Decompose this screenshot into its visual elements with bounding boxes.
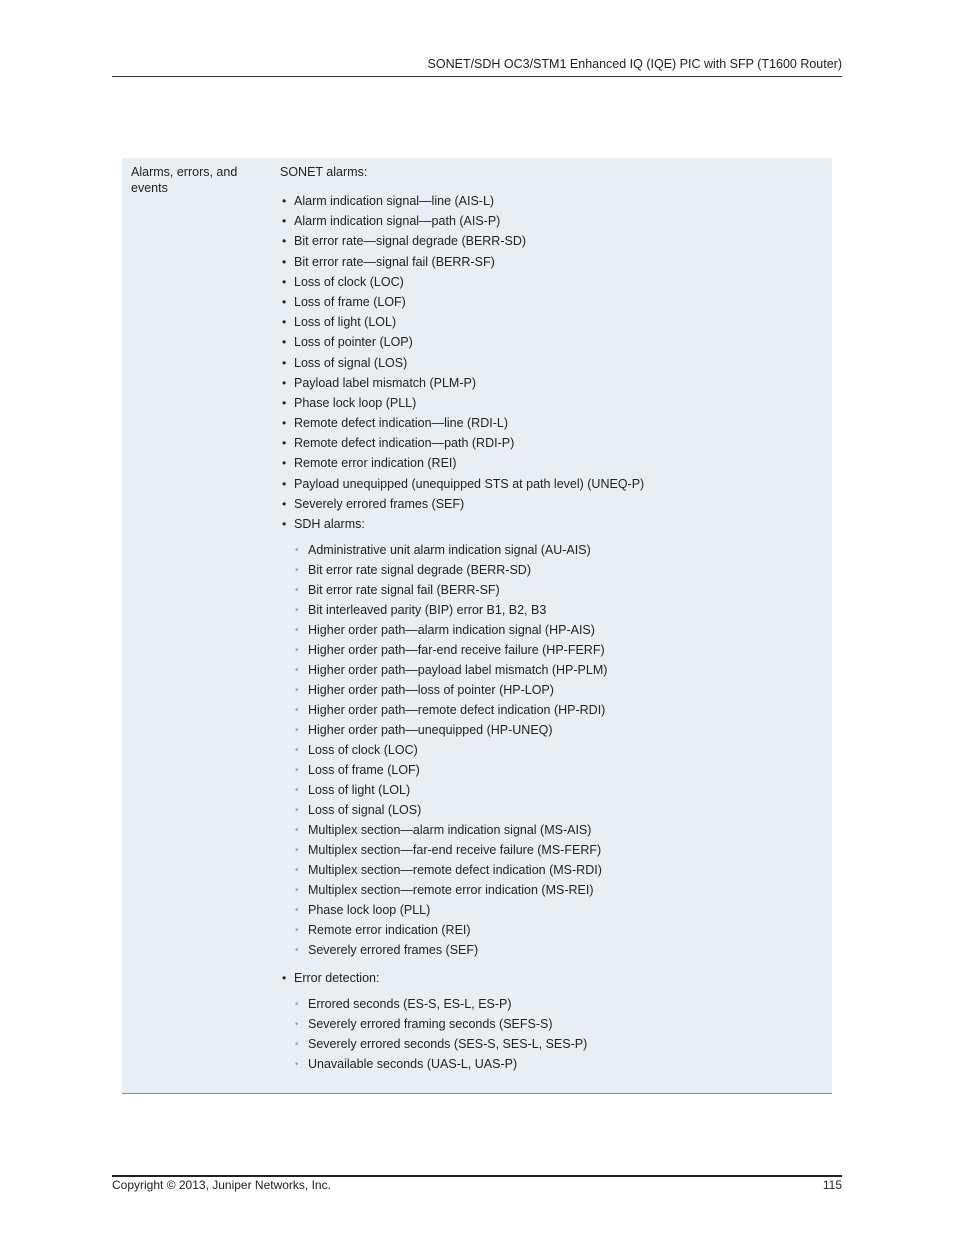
- bullet-icon: •: [282, 335, 287, 350]
- list-item: • Higher order path—alarm indication signal (HP-AIS): [295, 623, 595, 637]
- sub-bullet-icon: •: [295, 765, 299, 776]
- sonet-alarms-intro: SONET alarms:: [280, 165, 368, 179]
- list-item: • Severely errored framing seconds (SEFS-S): [295, 1017, 553, 1031]
- list-item: • Higher order path—unequipped (HP-UNEQ): [295, 723, 553, 737]
- bullet-icon: •: [282, 254, 287, 269]
- bullet-icon: •: [282, 395, 287, 410]
- header-divider: [112, 76, 842, 77]
- error-detection-group: [280, 970, 820, 1076]
- list-item: • Remote error indication (REI): [282, 456, 457, 471]
- list-item: • Multiplex section—alarm indication signal (MS-AIS): [295, 823, 592, 837]
- list-item: • Bit error rate—signal fail (BERR-SF): [282, 254, 495, 269]
- list-item: • Loss of clock (LOC): [295, 743, 418, 757]
- sub-bullet-icon: •: [295, 945, 299, 956]
- bullet-icon: •: [282, 517, 287, 531]
- sub-bullet-icon: •: [295, 925, 299, 936]
- list-item: • Payload unequipped (unequipped STS at path level) (UNEQ-P): [282, 476, 645, 491]
- list-item: • Loss of clock (LOC): [282, 274, 404, 289]
- list-item: • Phase lock loop (PLL): [295, 903, 431, 917]
- bullet-icon: •: [282, 476, 287, 491]
- list-item: • Errored seconds (ES-S, ES-L, ES-P): [295, 997, 512, 1011]
- list-item: • Multiplex section—far-end receive failure (MS-FERF): [295, 843, 602, 857]
- sub-bullet-icon: •: [295, 745, 299, 756]
- list-item: • Bit interleaved parity (BIP) error B1, B2, B3: [295, 603, 547, 617]
- list-item: • Severely errored seconds (SES-S, SES-L, SES-P): [295, 1037, 588, 1051]
- sdh-alarms-group: [280, 516, 820, 962]
- list-item: • Remote error indication (REI): [295, 923, 471, 937]
- sub-bullet-icon: •: [295, 665, 299, 676]
- list-item: • Remote defect indication—line (RDI-L): [282, 416, 508, 431]
- list-item: • Loss of pointer (LOP): [282, 335, 413, 350]
- bullet-icon: •: [282, 416, 287, 431]
- sub-bullet-icon: •: [295, 785, 299, 796]
- bullet-icon: •: [282, 496, 287, 511]
- sub-bullet-icon: •: [295, 685, 299, 696]
- error-detection-list: [294, 996, 820, 1076]
- bullet-icon: •: [282, 375, 287, 390]
- bullet-icon: •: [282, 194, 287, 208]
- sub-bullet-icon: •: [295, 565, 299, 576]
- list-item: • Loss of signal (LOS): [282, 355, 408, 370]
- list-item: • Administrative unit alarm indication signal (AU-AIS): [295, 543, 591, 557]
- sub-bullet-icon: •: [295, 1019, 299, 1030]
- bullet-icon: •: [282, 355, 287, 370]
- sub-bullet-icon: •: [295, 705, 299, 716]
- sub-bullet-icon: •: [295, 845, 299, 856]
- bullet-icon: •: [282, 234, 287, 249]
- list-item: • Severely errored frames (SEF): [295, 943, 479, 957]
- list-item: • Severely errored frames (SEF): [282, 496, 465, 511]
- footer-copyright: Copyright © 2013, Juniper Networks, Inc.: [112, 1178, 331, 1192]
- sub-bullet-icon: •: [295, 999, 299, 1010]
- list-item: • Higher order path—loss of pointer (HP-LOP): [295, 683, 554, 697]
- sub-bullet-icon: •: [295, 1039, 299, 1050]
- list-item: • Multiplex section—remote defect indication (MS-RDI): [295, 863, 602, 877]
- sub-bullet-icon: •: [295, 725, 299, 736]
- list-item: • Bit error rate signal degrade (BERR-SD): [295, 563, 531, 577]
- page-number: 115: [822, 1178, 842, 1192]
- list-item: • Higher order path—payload label mismatch (HP-PLM): [295, 663, 608, 677]
- sub-bullet-icon: •: [295, 605, 299, 616]
- bullet-icon: •: [282, 214, 287, 229]
- list-item: • Phase lock loop (PLL): [282, 395, 417, 410]
- list-item: • Bit error rate—signal degrade (BERR-SD): [282, 234, 527, 249]
- list-item: • Loss of frame (LOF): [282, 294, 406, 309]
- row-content-cell: [280, 164, 820, 1084]
- sub-bullet-icon: •: [295, 1059, 299, 1070]
- list-item: • Alarm indication signal—line (AIS-L): [282, 194, 495, 208]
- row-label-cell: Alarms, errors, and events: [131, 165, 238, 195]
- bullet-icon: •: [282, 315, 287, 330]
- sub-bullet-icon: •: [295, 545, 299, 556]
- bullet-icon: •: [282, 456, 287, 471]
- alarm-list: [280, 193, 820, 1076]
- list-item: • Multiplex section—remote error indication (MS-REI): [295, 883, 594, 897]
- bullet-icon: •: [282, 274, 287, 289]
- list-item: • Loss of light (LOL): [282, 315, 397, 330]
- list-item: • Payload label mismatch (PLM-P): [282, 375, 477, 390]
- sub-bullet-icon: •: [295, 865, 299, 876]
- sdh-alarms-label: SDH alarms:: [294, 517, 365, 531]
- bullet-icon: •: [282, 971, 287, 985]
- sdh-alarm-list: [294, 542, 820, 962]
- list-item: • Higher order path—far-end receive failure (HP-FERF): [295, 643, 605, 657]
- running-header-title: SONET/SDH OC3/STM1 Enhanced IQ (IQE) PIC with SFP (T1600 Router): [427, 57, 842, 71]
- bullet-icon: •: [282, 294, 287, 309]
- list-item: • Remote defect indication—path (RDI-P): [282, 436, 515, 451]
- list-item: • Bit error rate signal fail (BERR-SF): [295, 583, 500, 597]
- sub-bullet-icon: •: [295, 885, 299, 896]
- sub-bullet-icon: •: [295, 645, 299, 656]
- list-item: • Loss of frame (LOF): [295, 763, 420, 777]
- list-item: • Loss of signal (LOS): [295, 803, 422, 817]
- list-item: • Unavailable seconds (UAS-L, UAS-P): [295, 1057, 518, 1071]
- sub-bullet-icon: •: [295, 625, 299, 636]
- list-item: • Alarm indication signal—path (AIS-P): [282, 214, 501, 229]
- sub-bullet-icon: •: [295, 585, 299, 596]
- list-item: • Loss of light (LOL): [295, 783, 411, 797]
- spec-table-row: [122, 158, 832, 1094]
- error-detection-label: Error detection:: [294, 971, 380, 985]
- footer-divider: [112, 1175, 842, 1177]
- sub-bullet-icon: •: [295, 905, 299, 916]
- list-item: • Higher order path—remote defect indication (HP-RDI): [295, 703, 606, 717]
- sub-bullet-icon: •: [295, 805, 299, 816]
- bullet-icon: •: [282, 436, 287, 451]
- sub-bullet-icon: •: [295, 825, 299, 836]
